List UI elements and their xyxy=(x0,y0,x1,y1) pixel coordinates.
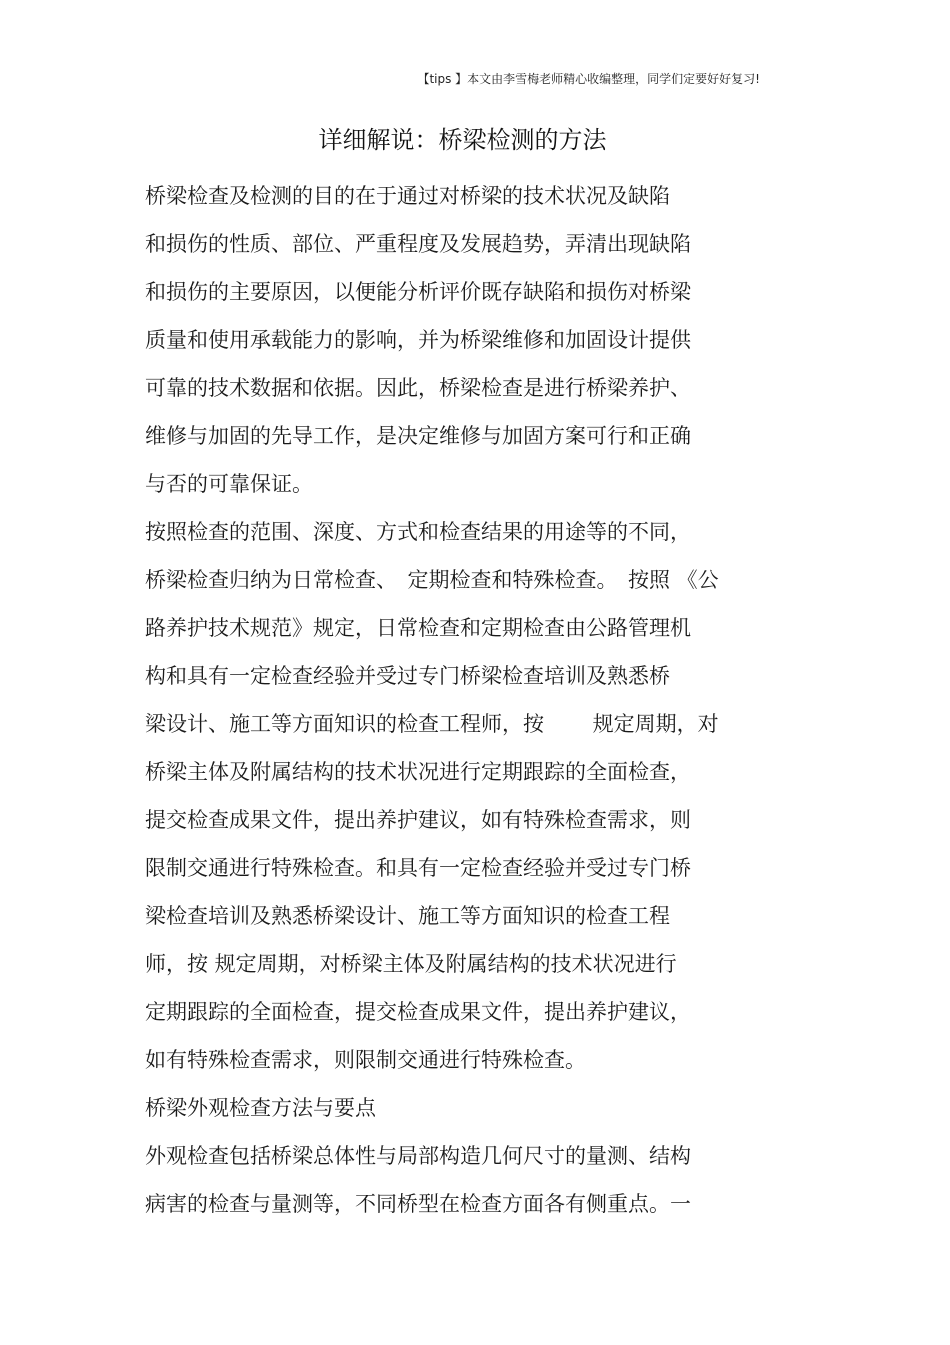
text-line: 和损伤的主要原因，以便能分析评价既存缺陷和损伤对桥梁 xyxy=(145,280,691,304)
text-line: 提交检查成果文件，提出养护建议，如有特殊检查需求，则 xyxy=(145,808,691,832)
text-line: 质量和使用承载能力的影响，并为桥梁维修和加固设计提供 xyxy=(145,328,691,352)
text-line: 桥梁检查归纳为日常检查、 定期检查和特殊检查。 按照 《公 xyxy=(145,568,719,592)
text-line: 师，按 规定周期，对桥梁主体及附属结构的技术状况进行 xyxy=(145,952,677,976)
section-heading: 桥梁外观检查方法与要点 xyxy=(145,1096,376,1120)
document-body xyxy=(145,176,845,1232)
text-line: 和损伤的性质、部位、严重程度及发展趋势，弄清出现缺陷 xyxy=(145,232,691,256)
text-line: 定期跟踪的全面检查，提交检查成果文件，提出养护建议， xyxy=(145,1000,691,1024)
text-line: 梁检查培训及熟悉桥梁设计、施工等方面知识的检查工程 xyxy=(145,904,670,928)
text-line: 维修与加固的先导工作，是决定维修与加固方案可行和正确 xyxy=(145,424,691,448)
text-line: 与否的可靠保证。 xyxy=(145,472,313,496)
text-line: 限制交通进行特殊检查。和具有一定检查经验并受过专门桥 xyxy=(145,856,691,880)
text-line: 如有特殊检查需求，则限制交通进行特殊检查。 xyxy=(145,1048,586,1072)
document-title: 详细解说：桥梁检测的方法 xyxy=(318,126,607,154)
text-line: 路养护技术规范》规定，日常检查和定期检查由公路管理机 xyxy=(145,616,691,640)
header-tips: 【tips 】本文由李雪梅老师精心收编整理，同学们定要好好复习! xyxy=(417,72,760,86)
text-line: 构和具有一定检查经验并受过专门桥梁检查培训及熟悉桥 xyxy=(145,664,670,688)
text-line: 桥梁主体及附属结构的技术状况进行定期跟踪的全面检查， xyxy=(145,760,691,784)
text-line: 梁设计、施工等方面知识的检查工程师，按 规定周期，对 xyxy=(145,712,719,736)
text-line: 病害的检查与量测等，不同桥型在检查方面各有侧重点。一 xyxy=(145,1192,691,1216)
text-line: 桥梁检查及检测的目的在于通过对桥梁的技术状况及缺陷 xyxy=(145,184,670,208)
text-line: 可靠的技术数据和依据。因此，桥梁检查是进行桥梁养护、 xyxy=(145,376,691,400)
text-line: 按照检查的范围、深度、方式和检查结果的用途等的不同， xyxy=(145,520,691,544)
text-line: 外观检查包括桥梁总体性与局部构造几何尺寸的量测、结构 xyxy=(145,1144,691,1168)
